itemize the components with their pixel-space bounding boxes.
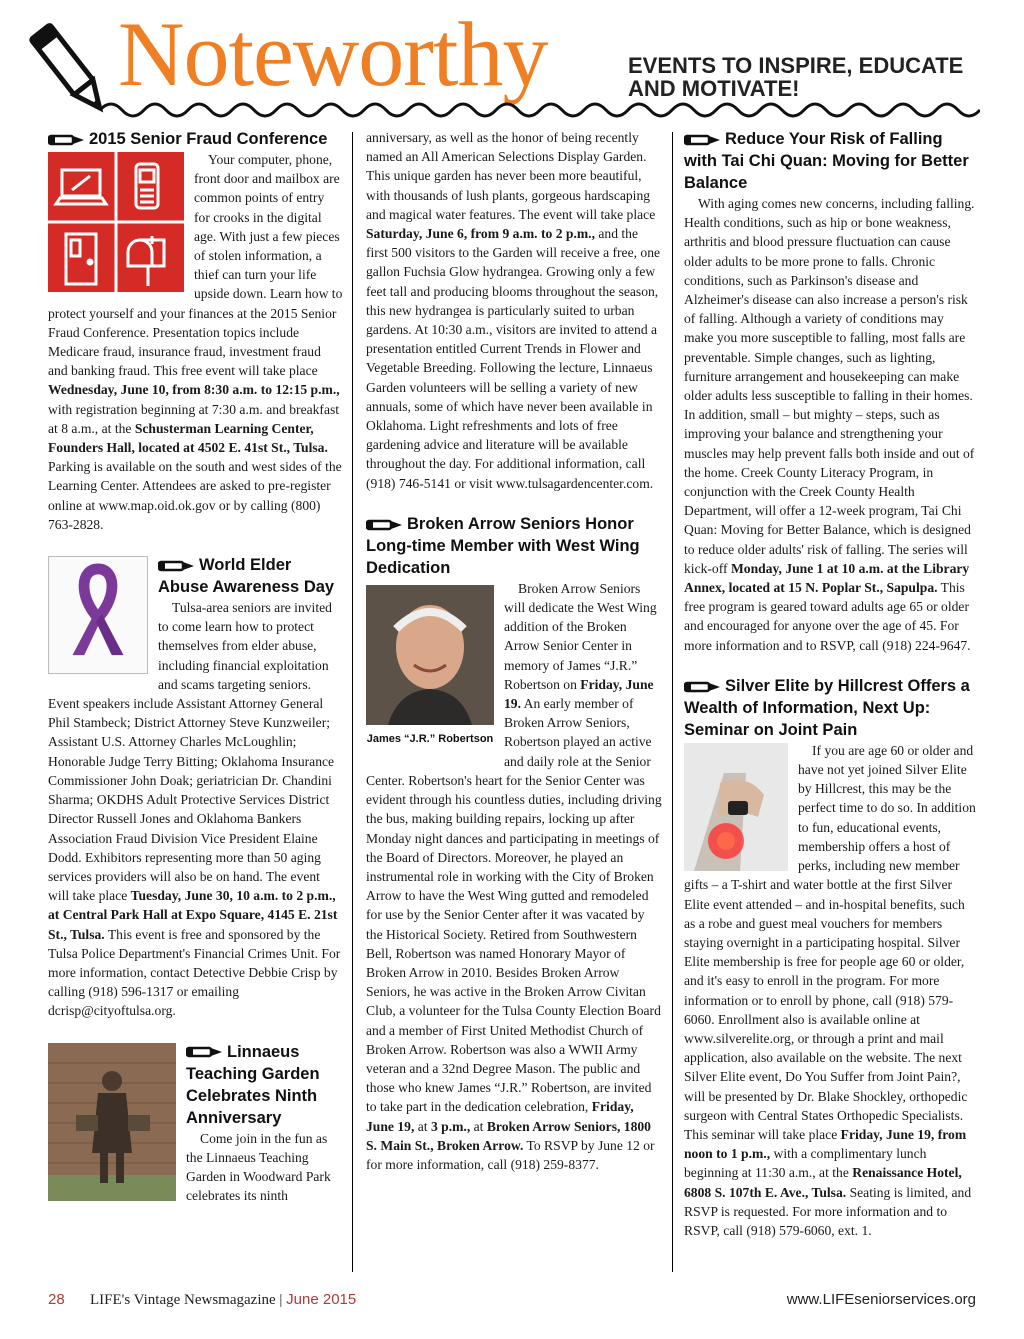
headline-broken-arrow: Broken Arrow Seniors Honor Long-time Member with West Wing Dedication xyxy=(366,514,640,577)
statue-photo xyxy=(48,1043,176,1201)
article-elder-abuse: World Elder Abuse Awareness Day Tulsa-area seniors are invited to come learn how to protect themselves from elder abuse, including financial exploitation and scams targeting seniors. Event speakers include Assistant Attorney General Phil Stambeck; District Attorney Steve Kunzweiler; Assistant U.S. Attorney Charles McLoughlin; Honorable Judge Terry Bitting; Oklahoma Insurance Commissioner John Doak; geriatrician Dr. Chandini Sharma; OKDHS Adult Protective Services District Director Russell Jones and Oklahoma Bankers Association Fraud Division Vice President Elaine Dodd. Exhibitors representing more than 50 aging services providers will also be on hand. The event will take place Tuesday, June 30, 10 a.m. to 2 p.m., at Central Park Hall at Expo Square, 4145 E. 21st St., Tulsa. This event is free and sponsored by the Tulsa Police Department's Financial Crimes Unit. For more information, contact Detective Debbie Crisp by calling (918) 596-1317 or emailing dcrisp@cityoftulsa.org. xyxy=(48,554,343,1020)
column-rule xyxy=(672,132,673,1272)
article-fraud-conference: 2015 Senior Fraud Conference Your computer, phone, front door and mailbox are common points of entry for crooks in the digital age. With just a few pieces of stolen information, a thief can turn your life upside down. Learn how to protect yourself and your finances at the 2015 Senior Fraud Conference. Presentation topics include Medicare fraud, insurance fraud, investment fraud and banking fraud. This free event will take place Wednesday, June 10, from 8:30 a.m. to 12:15 p.m., with registration beginning at 7:30 a.m. and breakfast at 8 a.m., at the Schusterman Learning Center, Founders Hall, located at 4502 E. 41st St., Tulsa. Parking is available on the south and west sides of the Learning Center. Attendees are asked to pre-register online at www.map.oid.ok.gov or by calling (800) 763-2828. xyxy=(48,130,343,532)
pen-bullet-icon xyxy=(684,680,722,694)
headline-tai-chi: Reduce Your Risk of Falling with Tai Chi Quan: Moving for Better Balance xyxy=(684,130,969,192)
column-2 xyxy=(366,128,662,1268)
column-3 xyxy=(684,128,976,1268)
robertson-photo-block xyxy=(366,585,494,748)
article-linnaeus: Linnaeus Teaching Garden Celebrates Ninth Anniversary Come join in the fun as the Linnaeus Teaching Garden in Woodward Park celebrates its ninth xyxy=(48,1041,343,1206)
headline-elder-abuse: World Elder Abuse Awareness Day xyxy=(158,556,335,597)
joint-pain-photo xyxy=(684,743,788,871)
robertson-photo xyxy=(366,585,494,725)
issue-date: June 2015 xyxy=(286,1291,357,1308)
wavy-divider xyxy=(100,96,980,124)
headline-fraud-conference: 2015 Senior Fraud Conference xyxy=(48,128,343,150)
page-number: 28 xyxy=(48,1291,65,1308)
photo-caption: James “J.R.” Robertson xyxy=(366,733,494,746)
masthead-tagline: EVENTS TO INSPIRE, EDUCATE AND MOTIVATE! xyxy=(628,53,964,101)
column-rule xyxy=(352,132,353,1272)
magazine-name: LIFE's Vintage Newsmagazine | June 2015 xyxy=(90,1291,357,1308)
pen-bullet-icon xyxy=(186,1045,224,1059)
article-broken-arrow: Broken Arrow Seniors Honor Long-time Member with West Wing Dedication James “J.R.” Robertson Broken Arrow Seniors will dedicate the West Wing addition of the Broken Arrow Senior Center in memory of James “J.R.” Robertson on Friday, June 19. An early member of Broken Arrow Seniors, Robertson played an active and daily role at the Senior Center. Robertson's heart for the Senior Center was evident through his countless duties, including driving the bus, making building repairs, locking up after Monday night dances and participating in meetings of the Board of Directors. Moreover, he played an instrumental role in working with the City of Broken Arrow to have the West Wing gutted and remodeled for use by the Senior Center after it was vacated by the Historical Society. Retired from Southwestern Bell, Robertson was named Honorary Mayor of Broken Arrow in 2010. Besides Broken Arrow Seniors, he was active in the Broken Arrow Civitan Club, a volunteer for the Tulsa County Election Board and a member of First United Methodist Church of Broken Arrow. Robertson was also a WWII Army veteran and a 32nd Degree Mason. The public and those who knew James “J.R.” Robertson, are invited to take part in the dedication celebration, Friday, June 19, at 3 p.m., at Broken Arrow Seniors, 1800 S. Main St., Broken Arrow. To RSVP by June 12 or for more information, call (918) 259-8377. xyxy=(366,514,662,1172)
website-url[interactable]: www.LIFEseniorservices.org xyxy=(786,1291,976,1308)
headline-silver-elite: Silver Elite by Hillcrest Offers a Wealth of Information, Next Up: Seminar on Joint Pain xyxy=(684,676,970,739)
pen-bullet-icon xyxy=(48,133,86,147)
pen-bullet-icon xyxy=(366,518,404,532)
masthead-title: Noteworthy xyxy=(118,3,548,105)
pen-bullet-icon xyxy=(158,559,196,573)
pen-bullet-icon xyxy=(684,133,722,147)
article-linnaeus-continued: anniversary, as well as the honor of being recently named an All American Selections Display Garden. This unique garden has never been more beautiful, with thousands of lush plants, gorgeous hardscaping and magical water features. The event will take place Saturday, June 6, from 9 a.m. to 2 p.m., and the first 500 visitors to the Garden will receive a free, one gallon Fuchsia Glow hydrangea. Growing only a few feet tall and producing blooms throughout the season, this new hydrangea is particularly suited to urban gardens. At 10:30 a.m., visitors are invited to attend a presentation entitled Current Trends in Flower and Vegetable Breeding. Following the lecture, Linnaeus Garden volunteers will be selling a variety of new annuals, some of which have never been available in Oklahoma. Light refreshments and lots of free gardening advice and literature will be available throughout the day. For additional information, call (918) 746-5141 or visit www.tulsagardencenter.com. xyxy=(366,130,661,491)
article-silver-elite: Silver Elite by Hillcrest Offers a Wealth of Information, Next Up: Seminar on Joint Pain If you are age 60 or older and have not yet joined Silver Elite by Hillcrest, this may be the perfect time to do so. In addition to fun, educational events, membership offers a host of perks, including new member gifts – a T-shirt and water bottle at the first Silver Elite event attended – and in-hospital benefits, such as a robe and guest meal vouchers for members staying overnight in a participating hospital. Silver Elite membership is free for people age 60 or older, and it's easy to enroll in the program. For more information or to enroll by phone, call (918) 579-6060. Enrollment also is available online at www.silverelite.org, or through a print and mail application, also available on the website. The next Silver Elite event, Do You Suffer from Joint Pain?, will be presented by Dr. Blake Shockley, orthopedic surgeon with Central States Orthopedic Specialists. This seminar will take place Friday, June 19, from noon to 1 p.m., with a complimentary lunch beginning at 11:30 a.m., at the Renaissance Hotel, 6808 S. 107th E. Ave., Tulsa. Seating is limited, and RSVP is requested. For more information and to RSVP, call (918) 579-6060, ext. 1. xyxy=(684,676,976,1238)
column-1 xyxy=(48,128,343,1268)
purple-ribbon-icon xyxy=(48,556,148,674)
article-tai-chi: Reduce Your Risk of Falling with Tai Chi Quan: Moving for Better Balance With aging comes new concerns, including falling. Health conditions, such as hip or bone weakness, arthritis and blood pressure fluctuation can cause older adults to be more prone to falls. Chronic conditions, such as Parkinson's disease and Alzheimer's disease can also increase a person's risk of falling. Although a variety of conditions may make you more susceptible to falling, most falls are preventable. Simple changes, such as lighting, furniture arrangement and housekeeping can make older adults less susceptible to falling in their homes. In addition, small – but mighty – steps, such as improving your balance and strengthening your muscles may help prevent falls both inside and out of the home. Creek County Literacy Program, in conjunction with the Creek County Health Department, will offer a 12-week program, Tai Chi Quan: Moving for Better Balance, which is designed to reduce older adults' risk of falling. The series will kick-off Monday, June 1 at 10 a.m. at the Library Annex, located at 15 N. Poplar St., Sapulpa. This free program is geared toward adults age 65 or older and encouraged for anyone over the age of 45. For more information and to RSVP, call (918) 224-9647. xyxy=(684,130,975,653)
fraud-icons-graphic xyxy=(48,152,184,292)
headline-linnaeus: Linnaeus Teaching Garden Celebrates Ninth Anniversary xyxy=(186,1042,320,1127)
